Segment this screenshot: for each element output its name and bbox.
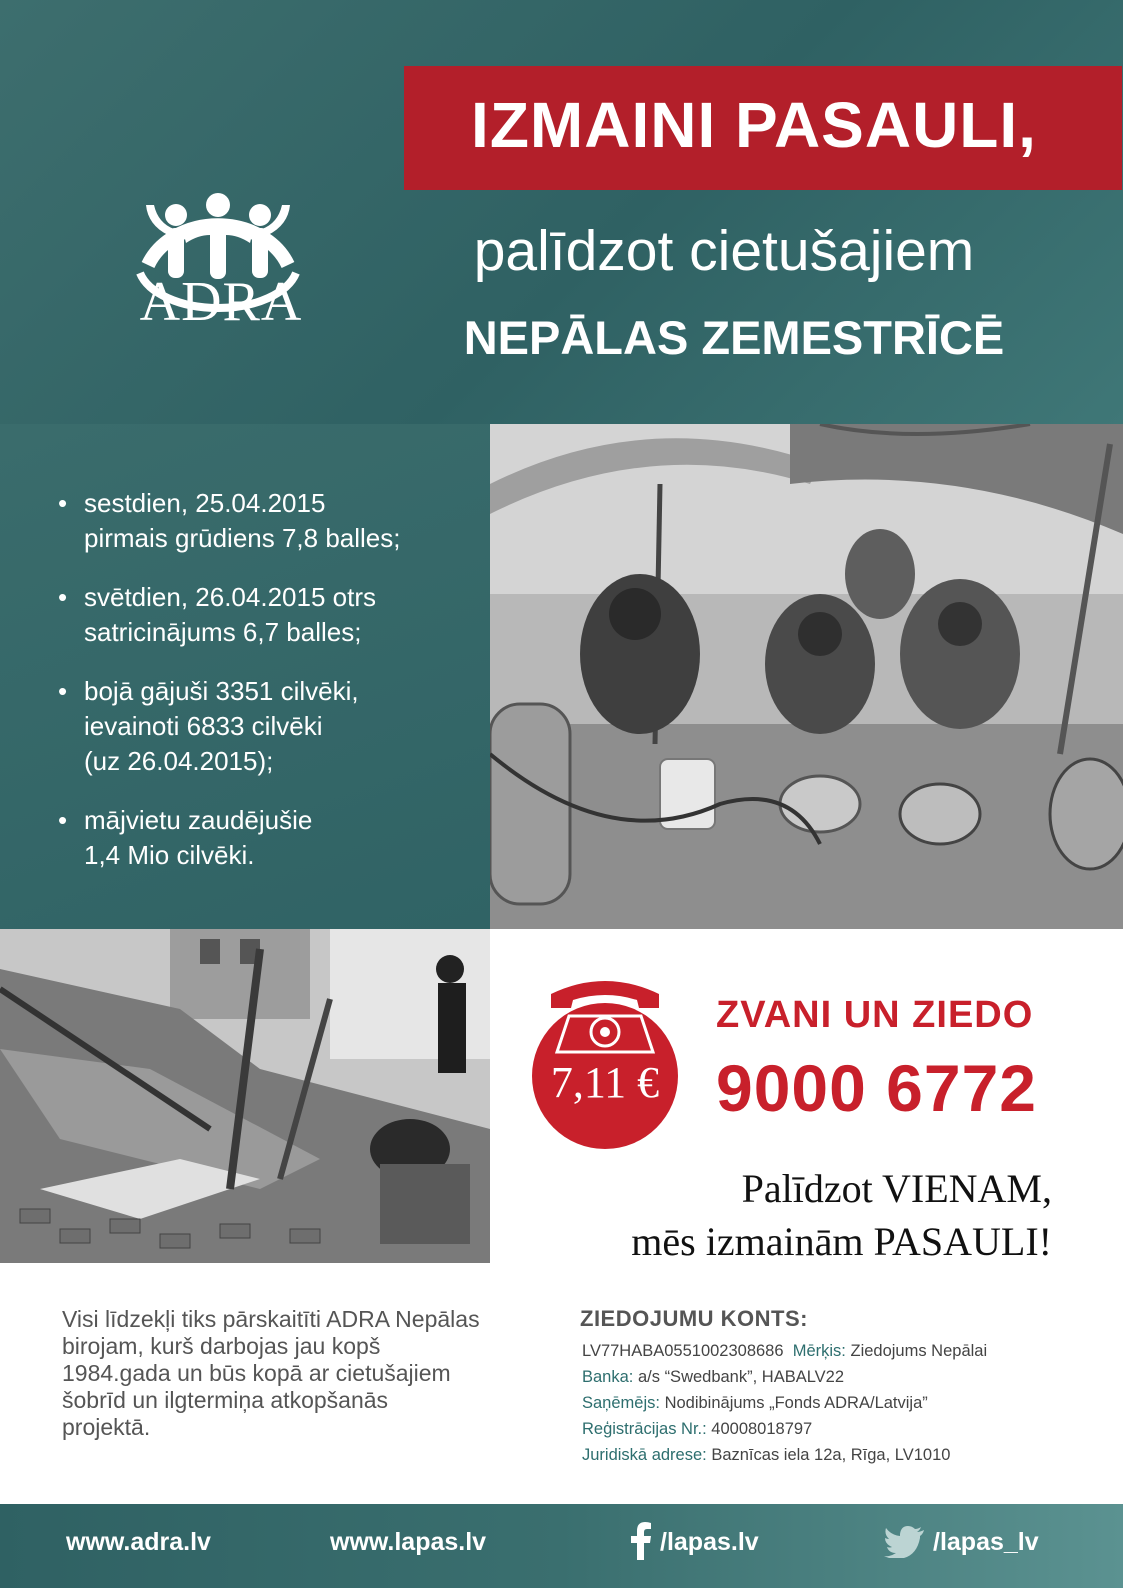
- fact-item: [58, 803, 478, 873]
- bank-value: a/s “Swedbank”, HABALV22: [637, 1368, 845, 1386]
- fact-item: [58, 486, 478, 556]
- account-iban: LV77HABA0551002308686: [582, 1342, 784, 1360]
- donation-phone-number[interactable]: 9000 6772: [716, 1051, 1037, 1125]
- adra-website-link[interactable]: www.adra.lv: [66, 1528, 211, 1556]
- fact-line: satricinājums 6,7 balles;: [84, 617, 362, 647]
- subheadline: palīdzot cietušajiem: [473, 219, 975, 283]
- headline: IZMAINI PASAULI,: [471, 89, 1037, 161]
- account-title: ZIEDOJUMU KONTS:: [580, 1306, 808, 1331]
- logo-text: ADRA: [139, 271, 303, 333]
- fact-line: pirmais grūdiens 7,8 balles;: [84, 523, 401, 553]
- call-label: ZVANI UN ZIEDO: [716, 994, 1034, 1036]
- address-label: Juridiskā adrese:: [582, 1446, 707, 1464]
- bullet: •: [58, 805, 68, 835]
- subheadline-bold: NEPĀLAS ZEMESTRĪCĒ: [463, 311, 1005, 364]
- facebook-icon[interactable]: [630, 1522, 652, 1560]
- fact-line: ievainoti 6833 cilvēki: [84, 711, 323, 741]
- bank-label: Banka:: [582, 1368, 634, 1386]
- reg-label: Reģistrācijas Nr.:: [582, 1420, 707, 1438]
- slogan-line: Palīdzot VIENAM,: [741, 1166, 1052, 1211]
- facebook-link[interactable]: /lapas.lv: [660, 1528, 759, 1556]
- account-bank-row: [582, 1368, 844, 1387]
- fact-line: bojā gājuši 3351 cilvēki,: [84, 676, 359, 706]
- fact-line: mājvietu zaudējušie: [84, 805, 313, 835]
- twitter-link[interactable]: /lapas_lv: [933, 1528, 1039, 1556]
- fact-item: [58, 580, 478, 650]
- funds-description: Visi līdzekļi tiks pārskaitīti ADRA Nepālas birojam, kurš darbojas jau kopš 1984.gada un būs kopā ar cietušajiem šobrīd un ilgtermiņa atkopšanās projektā.: [62, 1306, 480, 1440]
- recipient-label: Saņēmējs:: [582, 1394, 660, 1412]
- account-reg-row: [582, 1420, 812, 1439]
- earthquake-camp-photo: [490, 424, 1123, 929]
- donation-amount: 7,11 €: [550, 1058, 660, 1107]
- purpose-label: Mērķis:: [792, 1342, 846, 1360]
- reg-value: 40008018797: [711, 1420, 813, 1438]
- address-value: Baznīcas iela 12a, Rīga, LV1010: [711, 1446, 951, 1464]
- fact-line: 1,4 Mio cilvēki.: [84, 840, 255, 870]
- purpose-value: Ziedojums Nepālai: [850, 1342, 988, 1360]
- slogan-line: mēs izmainām PASAULI!: [631, 1219, 1052, 1264]
- fact-line: (uz 26.04.2015);: [84, 746, 274, 776]
- account-iban-row: [582, 1342, 987, 1361]
- bullet: •: [58, 676, 68, 706]
- account-address-row: [582, 1446, 950, 1465]
- earthquake-rubble-photo: [0, 929, 490, 1263]
- bullet: •: [58, 582, 68, 612]
- fact-line: svētdien, 26.04.2015 otrs: [84, 582, 376, 612]
- twitter-icon[interactable]: [884, 1526, 924, 1558]
- fact-item: [58, 674, 478, 779]
- bullet: •: [58, 488, 68, 518]
- recipient-value: Nodibinājums „Fonds ADRA/Latvija”: [664, 1394, 928, 1412]
- fact-line: sestdien, 25.04.2015: [84, 488, 326, 518]
- account-recipient-row: [582, 1394, 928, 1413]
- lapas-website-link[interactable]: www.lapas.lv: [330, 1528, 487, 1556]
